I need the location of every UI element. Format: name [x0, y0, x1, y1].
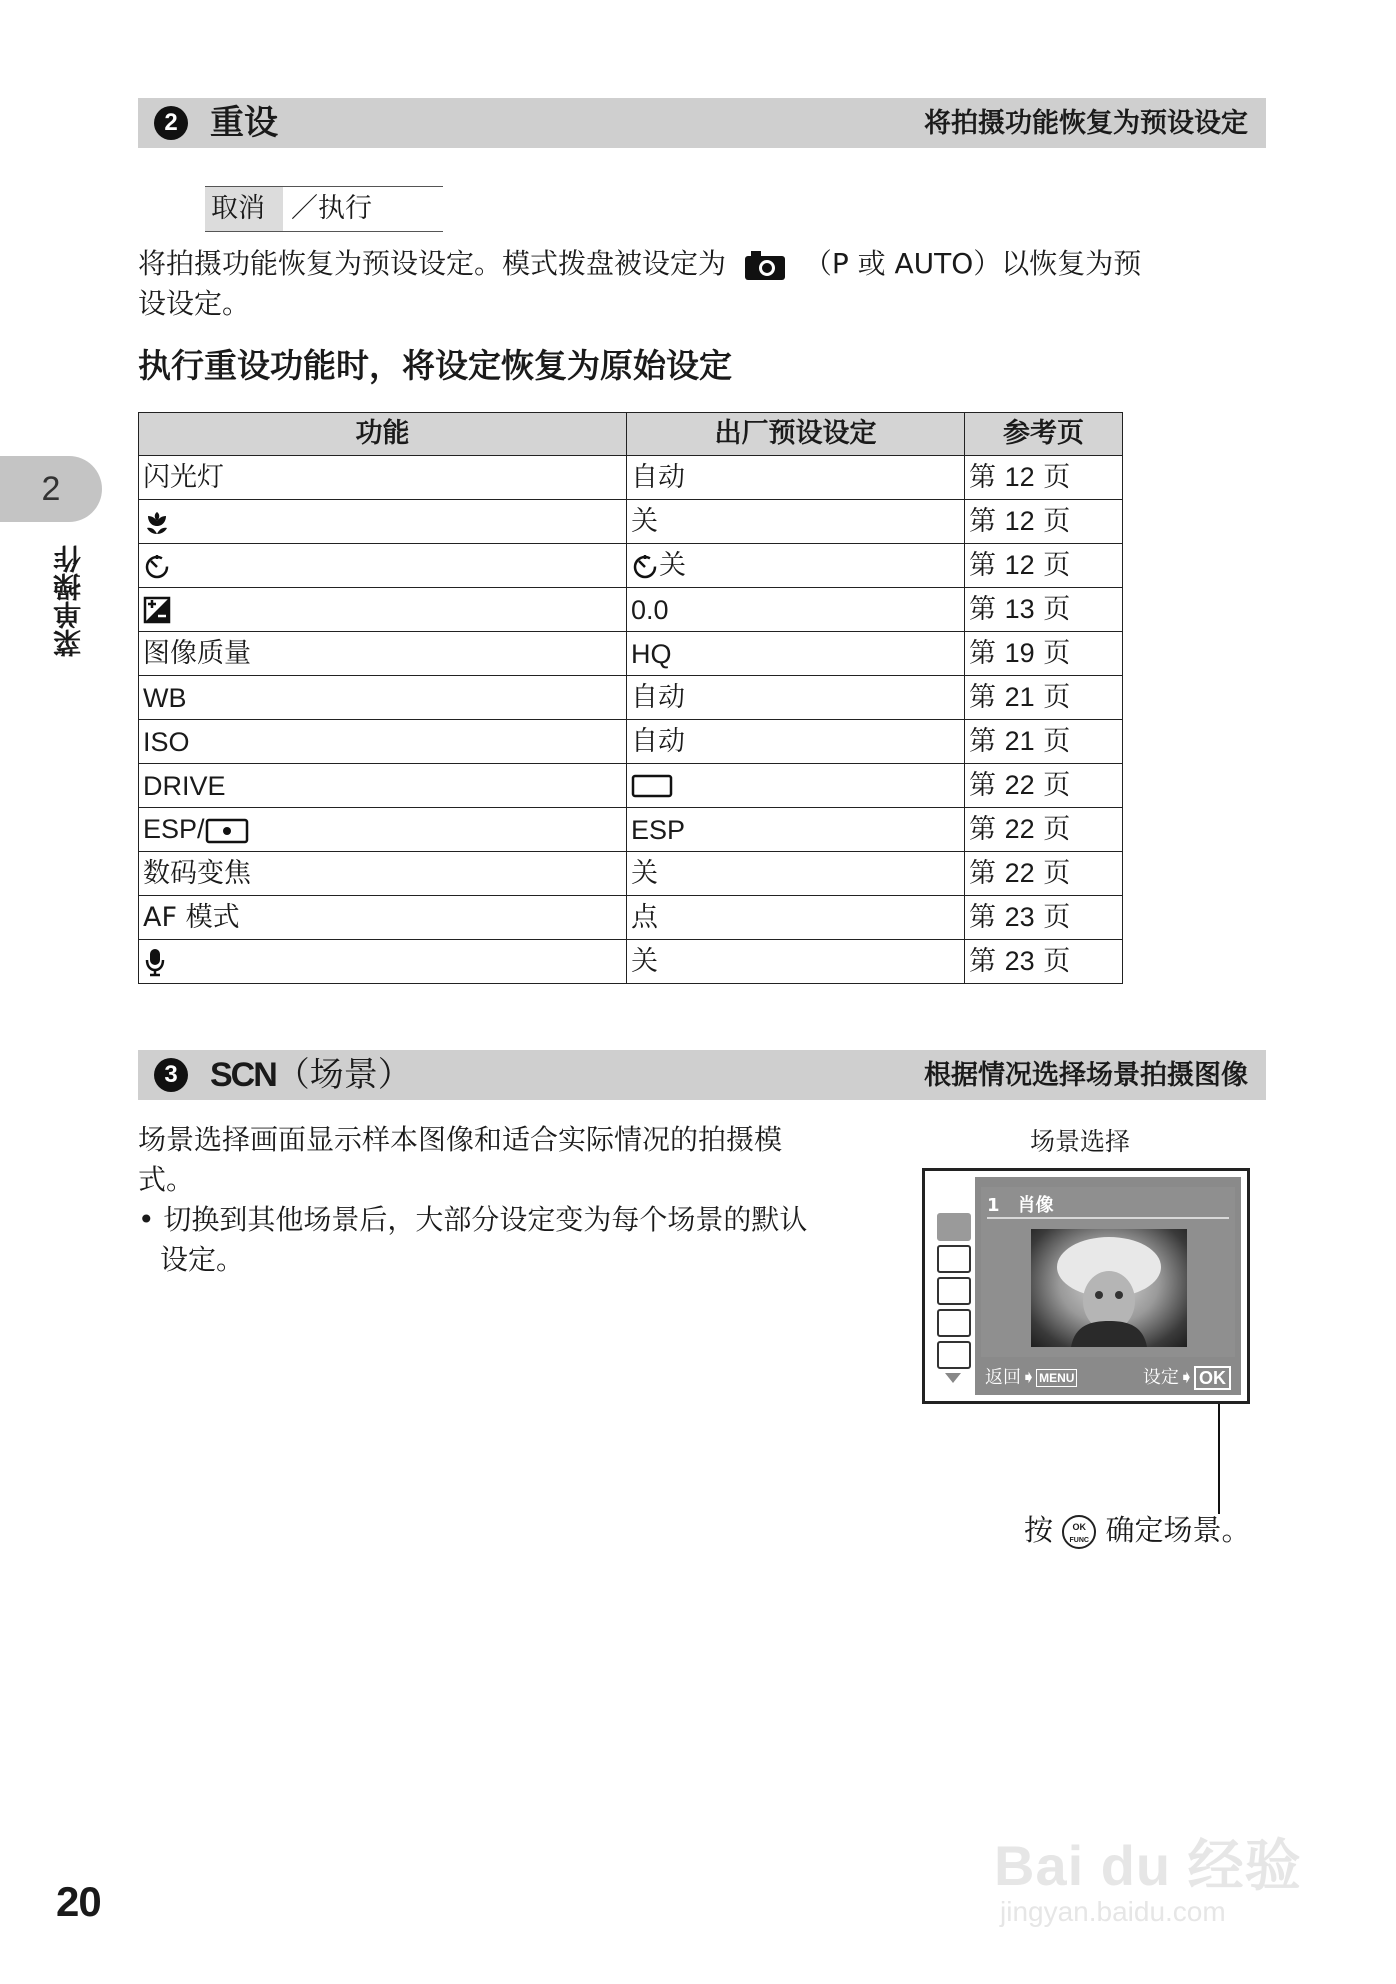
- title-divider: [987, 1217, 1229, 1219]
- screen-label: 场景选择: [1030, 1127, 1131, 1156]
- default-cell: 自动: [627, 456, 965, 500]
- reset-description-part-a: 将拍摄功能恢复为预设设定。模式拨盘被设定为: [138, 247, 727, 280]
- self-timer-icon: [631, 552, 659, 580]
- back-hint: 返回➧ MENU: [985, 1365, 1077, 1391]
- ref-cell: 第 12 页: [965, 500, 1123, 544]
- screen-footer: [981, 1365, 1235, 1391]
- default-cell: [627, 764, 965, 808]
- reset-description-part-c: 设设定。: [138, 287, 251, 320]
- page-number: 20: [56, 1878, 101, 1925]
- default-cell: ESP: [627, 808, 965, 852]
- ref-cell: 第 23 页: [965, 940, 1123, 984]
- spot-metering-icon: [205, 817, 249, 845]
- col-header-function: 功能: [139, 413, 627, 456]
- section-description: 将拍摄功能恢复为预设设定: [924, 108, 1248, 139]
- chapter-tab: 2: [0, 456, 102, 522]
- table-row: [139, 676, 1123, 720]
- scene-title: 1 肖像: [987, 1195, 1054, 1216]
- reset-subheading: 执行重设功能时，将设定恢复为原始设定: [138, 346, 732, 385]
- default-cell: 自动: [627, 676, 965, 720]
- default-cell: 0.0: [627, 588, 965, 632]
- ref-cell: 第 23 页: [965, 896, 1123, 940]
- table-row: [139, 764, 1123, 808]
- camera-display: [931, 1177, 1241, 1395]
- table-row: [139, 896, 1123, 940]
- callout-line: [1218, 1404, 1220, 1514]
- scn-bullet-line2: 设定。: [160, 1243, 245, 1276]
- function-cell: AF 模式: [139, 896, 627, 940]
- ref-cell: 第 22 页: [965, 764, 1123, 808]
- macro-icon: [143, 508, 171, 536]
- table-row: [139, 720, 1123, 764]
- default-cell: 自动: [627, 720, 965, 764]
- section-reset-header: [138, 98, 1266, 148]
- portrait-photo-icon: [1031, 1229, 1187, 1347]
- scene-preview-panel: [981, 1187, 1235, 1357]
- scene-icon-list: [931, 1177, 975, 1395]
- landscape-scene-icon: [937, 1245, 971, 1273]
- menu-key-icon: MENU: [1036, 1369, 1077, 1387]
- camera-screen: [922, 1168, 1250, 1404]
- default-cell: 关: [627, 500, 965, 544]
- table-row: [139, 852, 1123, 896]
- table-header-row: [139, 413, 1123, 456]
- scroll-down-icon: [945, 1373, 961, 1383]
- function-cell: [139, 544, 627, 588]
- option-selector: [205, 186, 443, 232]
- reset-description-part-b: （P 或 AUTO）以恢复为预: [803, 247, 1142, 280]
- section-description: 根据情况选择场景拍摄图像: [924, 1060, 1248, 1091]
- watermark-logo: Bai du 经验: [994, 1834, 1302, 1897]
- table-row: [139, 808, 1123, 852]
- col-header-ref: 参考页: [965, 413, 1123, 456]
- default-cell: 关: [627, 852, 965, 896]
- night-portrait-scene-icon: [937, 1341, 971, 1369]
- scn-description-line2: 式。: [138, 1163, 195, 1196]
- table-row: [139, 544, 1123, 588]
- scn-paren: （场景）: [275, 1055, 412, 1095]
- scn-label: SCN: [210, 1056, 276, 1094]
- default-cell: 关: [627, 544, 965, 588]
- microphone-icon: [143, 947, 167, 977]
- table-row: [139, 632, 1123, 676]
- set-hint: 设定➧ OK: [1143, 1365, 1231, 1391]
- chapter-title: 菜单操作: [52, 545, 85, 657]
- section-title: 重设: [210, 103, 278, 143]
- table-row: [139, 456, 1123, 500]
- function-cell: [139, 940, 627, 984]
- ref-cell: 第 12 页: [965, 456, 1123, 500]
- ref-cell: 第 22 页: [965, 852, 1123, 896]
- ref-cell: 第 22 页: [965, 808, 1123, 852]
- function-cell: [139, 588, 627, 632]
- function-cell: 图像质量: [139, 632, 627, 676]
- col-header-default: 出厂预设设定: [627, 413, 965, 456]
- function-cell: WB: [139, 676, 627, 720]
- section-number-badge: 3: [154, 1058, 188, 1092]
- function-cell: 闪光灯: [139, 456, 627, 500]
- table-row: [139, 940, 1123, 984]
- reset-defaults-table: [138, 412, 1123, 984]
- ref-cell: 第 19 页: [965, 632, 1123, 676]
- ok-func-button-icon: OK FUNC: [1062, 1515, 1096, 1549]
- table-row: [139, 588, 1123, 632]
- sample-portrait-image: [1031, 1229, 1187, 1347]
- portrait-scene-icon: [937, 1213, 971, 1241]
- default-cell: 关: [627, 940, 965, 984]
- ref-cell: 第 21 页: [965, 720, 1123, 764]
- ok-key-icon: OK: [1194, 1366, 1231, 1390]
- option-cancel: 取消: [205, 187, 283, 231]
- section-number-badge: 2: [154, 106, 188, 140]
- self-timer-icon: [143, 552, 171, 580]
- function-cell: ESP/: [139, 808, 627, 852]
- default-cell: 点: [627, 896, 965, 940]
- table-row: [139, 500, 1123, 544]
- option-execute: ／执行: [291, 193, 372, 224]
- function-cell: DRIVE: [139, 764, 627, 808]
- night-scene-icon: [937, 1309, 971, 1337]
- section-title: [210, 1054, 412, 1096]
- ref-cell: 第 12 页: [965, 544, 1123, 588]
- ref-cell: 第 21 页: [965, 676, 1123, 720]
- function-cell: ISO: [139, 720, 627, 764]
- watermark-url: jingyan.baidu.com: [1000, 1896, 1226, 1927]
- ref-cell: 第 13 页: [965, 588, 1123, 632]
- scn-description-line1: 场景选择画面显示样本图像和适合实际情况的拍摄模: [138, 1123, 783, 1156]
- callout-text: 按 OK FUNC 确定场景。: [1024, 1513, 1251, 1547]
- default-cell: HQ: [627, 632, 965, 676]
- landscape-portrait-scene-icon: [937, 1277, 971, 1305]
- function-cell: 数码变焦: [139, 852, 627, 896]
- reset-description: [138, 244, 1268, 284]
- single-frame-icon: [631, 773, 673, 799]
- exposure-compensation-icon: [143, 596, 171, 624]
- function-cell: [139, 500, 627, 544]
- camera-icon: [743, 249, 787, 281]
- scn-bullet-line1: • 切换到其他场景后，大部分设定变为每个场景的默认: [138, 1203, 808, 1236]
- section-scn-header: [138, 1050, 1266, 1100]
